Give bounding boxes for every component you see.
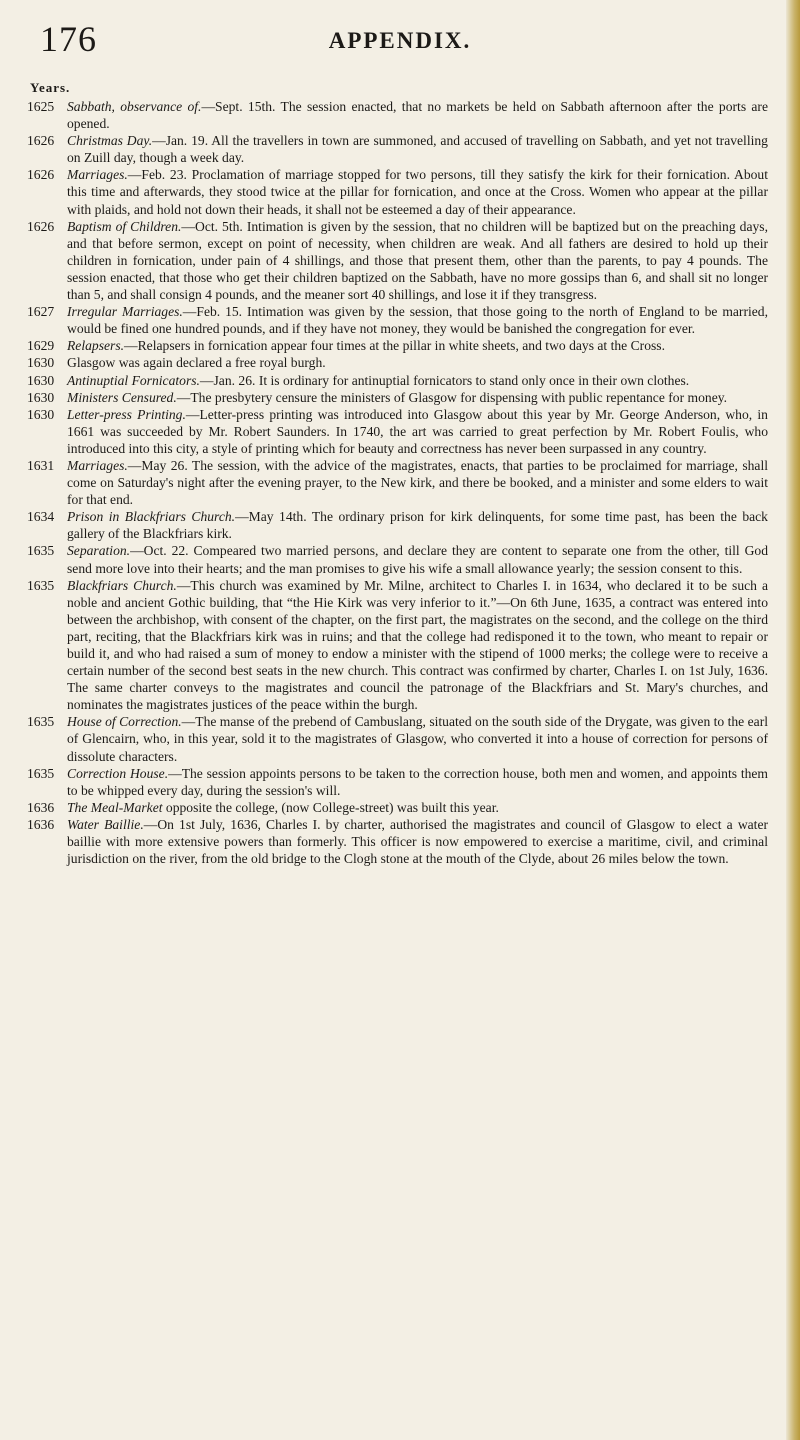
entry	[26, 542, 768, 576]
entry-title: Prison in Blackfriars Church.	[67, 509, 236, 525]
entry	[26, 218, 768, 303]
entry-title: Separation.	[67, 543, 131, 559]
entry-text: —Feb. 23. Proclamation of marriage stopped for two persons, till they satisfy the kirk for their fornication. About this time and afterwards, they stood twice at the pillar for fornication, and once at the Cross. Women who appear at the pillar with plaids, and hold not down their heads, it shall not be esteemed a day of their appearance.	[67, 167, 768, 217]
entry-text: —This church was examined by Mr. Milne, architect to Charles I. in 1634, who declared it to be such a noble and ancient Gothic building, that “the Hie Kirk was very inferior to it.”—On 6th June, 1635, a contract was entered into between the archbishop, with consent of the chapter, on the first part, the magistrates on the second, and the college on the third part, reciting, that the Blackfriars kirk was in ruins; and that the college had redisponed it to the town, who meant to repair or build it, and who had raised a sum of money to endow a minister with the stipend of 1000 merks; the college were to receive a certain number of the second best seats in the new church. This contract was confirmed by charter, Charles I. on 1st July, 1636. The same charter conveys to the magistrates and council the patronage of the Blackfriars and St. Mary's churches, and nominates the magistrates justices of the peace within the burgh.	[67, 577, 768, 713]
entry-year: 1635	[27, 543, 55, 559]
page-header	[40, 18, 760, 78]
entry-title: Marriages.	[67, 167, 128, 183]
entry-title: Antinuptial Fornicators.	[67, 372, 200, 388]
entry-title: Blackfriars Church.	[67, 577, 177, 593]
entry-title: Baptism of Children.	[67, 218, 182, 234]
entry	[26, 457, 768, 508]
entry-text: Glasgow was again declared a free royal burgh.	[67, 355, 326, 371]
entry-year: 1625	[27, 99, 55, 114]
entry-text: —Feb. 15. Intimation was given by the session, that those going to the north of England to be married, would be fined one hundred pounds, and if they have not money, they would be banished the congregation for ever.	[67, 304, 768, 337]
entry-text: —May 14th. The ordinary prison for kirk delinquents, for some time past, has been the back gallery of the Blackfriars kirk.	[67, 509, 768, 542]
entry-title: The Meal-Market	[67, 799, 163, 815]
entry-text: —Jan. 19. All the travellers in town are summoned, and accused of travelling on Sabbath, and yet not travelling on Zuill day, though a week day.	[67, 133, 768, 166]
entry-year: 1626	[27, 218, 55, 234]
entry	[26, 389, 768, 406]
entry-year: 1631	[27, 457, 55, 473]
page-edge	[786, 0, 800, 1440]
entry-year: 1630	[27, 372, 55, 388]
entry-year: 1629	[27, 338, 55, 354]
entry-title: Sabbath, observance of.	[67, 99, 202, 114]
entry-year: 1630	[27, 389, 55, 405]
entry	[26, 337, 768, 354]
entry-text: —The session appoints persons to be taken to the correction house, both men and women, and appoints them to be whipped every day, during the session's will.	[67, 765, 769, 798]
page-number: 176	[40, 19, 97, 59]
entry-text: —On 1st July, 1636, Charles I. by charter, authorised the magistrates and council of Glasgow to elect a water baillie with more extensive powers than formerly. This officer is now empowered to exercise a maritime, civil, and criminal jurisdiction on the river, from the old bridge to the Clogh stone at the mouth of the Clyde, about 26 miles below the town.	[67, 816, 769, 867]
entry	[26, 303, 768, 337]
entry-title: Water Baillie.	[67, 816, 144, 832]
entry-year: 1636	[27, 816, 55, 832]
chronology-entries	[26, 98, 768, 867]
entry-title: Correction House.	[67, 765, 169, 781]
entry-year: 1635	[27, 765, 55, 781]
entry-title: Irregular Marriages.	[67, 304, 183, 320]
entry	[26, 372, 768, 389]
entry	[26, 406, 768, 457]
entry	[26, 799, 768, 816]
entry-text: —Letter-press printing was introduced into Glasgow about this year by Mr. George Anderson, who, in 1661 was succeeded by Mr. Robert Saunders. In 1740, the art was carried to great perfection by Mr. Robert Foulis, who introduced into this city, a style of printing which for beauty and correctness has never been surpassed in any country.	[67, 406, 768, 456]
entry-title: Relapsers.	[67, 338, 125, 354]
entry-title: House of Correction.	[67, 714, 182, 730]
entry-title: Marriages.	[67, 457, 128, 473]
entry	[26, 577, 768, 714]
entry	[26, 765, 768, 799]
entry-text: —May 26. The session, with the advice of the magistrates, enacts, that parties to be proclaimed for marriage, shall come on Saturday's night after the evening prayer, to the New kirk, and there be booked, and a minister and some elders to wait for that end.	[67, 457, 768, 508]
entry-text: —The presbytery censure the ministers of Glasgow for dispensing with public repentance for money.	[176, 389, 728, 405]
running-title: APPENDIX.	[328, 28, 472, 53]
entry	[26, 98, 768, 132]
entry	[26, 816, 768, 867]
entry-text: —Oct. 5th. Intimation is given by the session, that no children will be baptized but on the preaching days, and that before sermon, except on point of necessity, when children are weak. And all fathers are desired to hold up their children in fornication, under pain of 4 shillings, and those that present them, other than the parents, to pay 4 pounds. The session enacted, that those who get their children baptized on the Sabbath, have no more gossips than 6, and shall sit no longer than 5, and shall consign 4 pounds, and the meaner sort 40 shillings, and lose it if they transgress.	[67, 218, 768, 303]
entry-year: 1626	[27, 133, 55, 149]
entry-year: 1634	[27, 509, 55, 525]
entry	[26, 713, 768, 764]
entry-year: 1630	[27, 355, 55, 371]
entry-year: 1626	[27, 167, 55, 183]
entry	[26, 508, 768, 542]
entry-year: 1635	[27, 714, 55, 730]
entry-title: Ministers Censured.	[67, 389, 177, 405]
entry	[26, 132, 768, 166]
entry-text: opposite the college, (now College-street) was built this year.	[162, 799, 499, 815]
entry-year: 1627	[27, 304, 55, 320]
entry-text: —The manse of the prebend of Cambuslang, situated on the south side of the Drygate, was given to the earl of Glencairn, who, in this year, sold it to the magistrates of Glasgow, who converted it into a house of correction for persons of dissolute characters.	[67, 714, 768, 764]
entry	[26, 166, 768, 217]
years-heading: Years.	[30, 80, 71, 95]
entry-title: Letter-press Printing.	[67, 406, 186, 422]
entry-text: —Sept. 15th. The session enacted, that no markets be held on Sabbath afternoon after the ports are opened.	[67, 99, 768, 132]
entry-text: —Jan. 26. It is ordinary for antinuptial fornicators to stand only once in their own clothes.	[199, 372, 690, 388]
entry-year: 1635	[27, 577, 55, 593]
entry-title: Christmas Day.	[67, 133, 153, 149]
entry-text: —Oct. 22. Compeared two married persons, and declare they are content to separate one from the other, till God send more love into their hearts; and the man promises to give his wife a small allowance yearly; the session consent to this.	[67, 543, 768, 576]
entry-text: —Relapsers in fornication appear four times at the pillar in white sheets, and two days at the Cross.	[124, 338, 665, 354]
entry-year: 1636	[27, 799, 55, 815]
entry	[26, 354, 768, 371]
entry-year: 1630	[27, 406, 55, 422]
